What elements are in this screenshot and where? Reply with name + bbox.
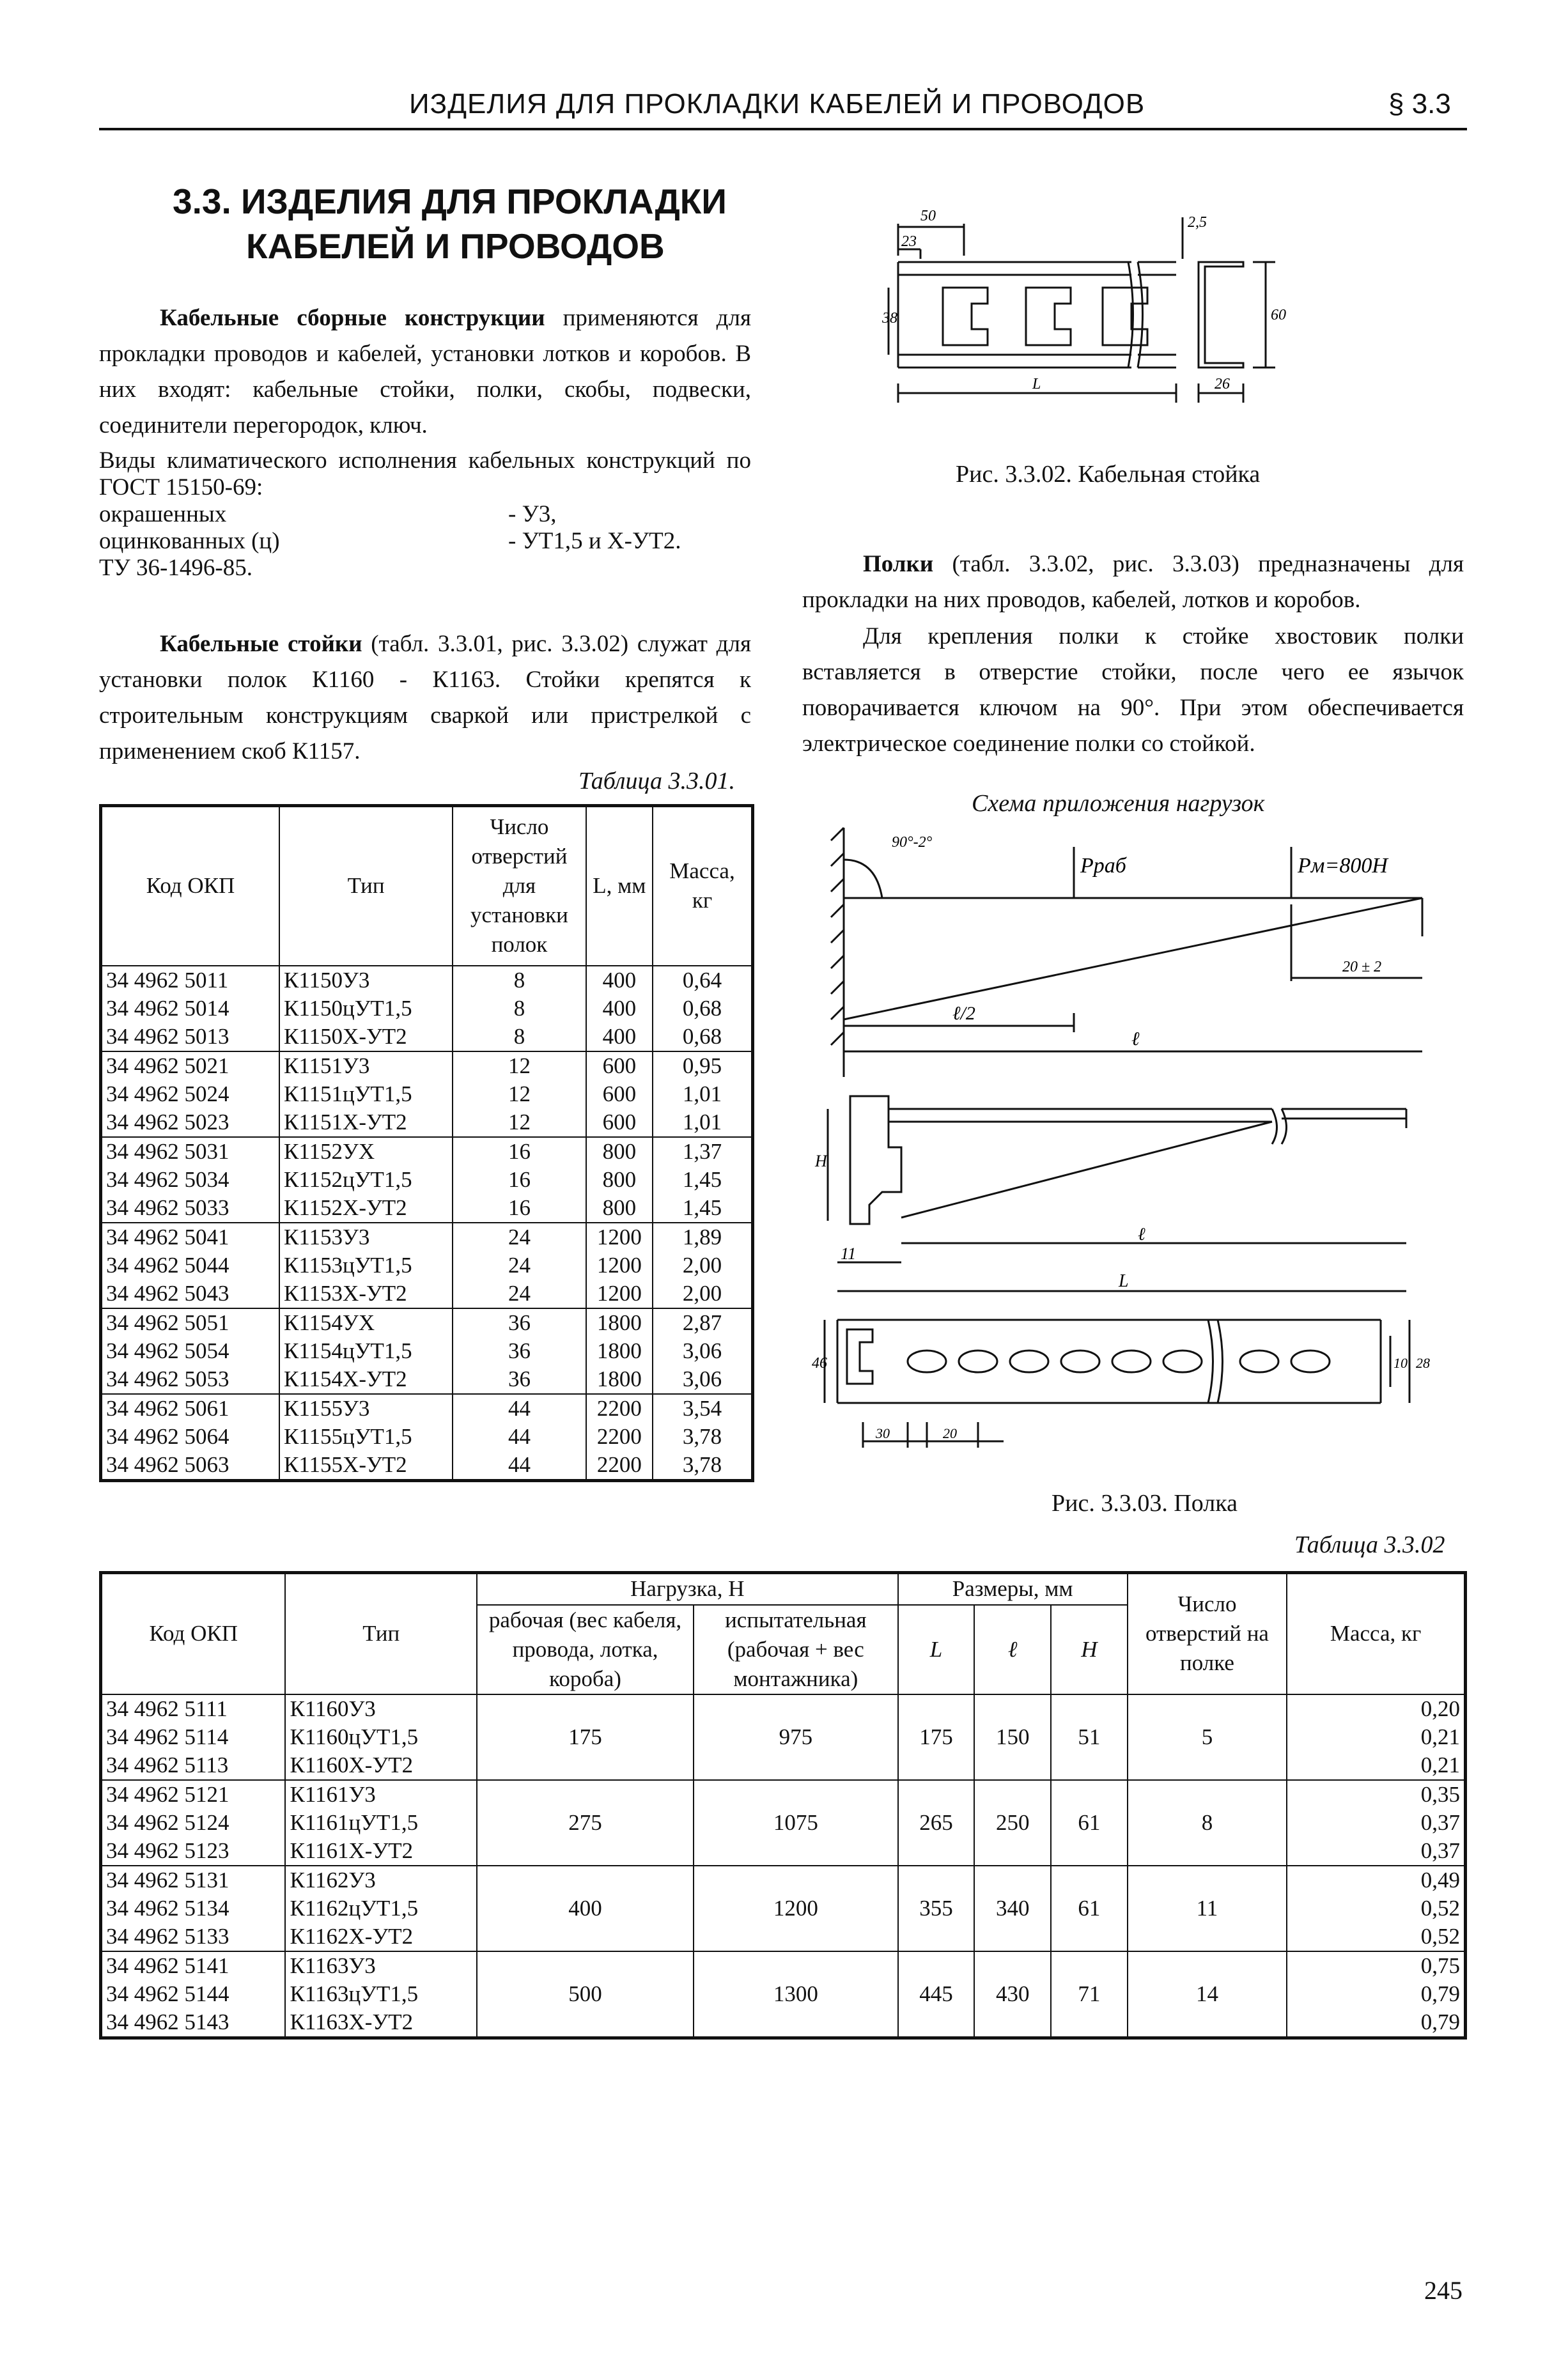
cell-line: 0,64: [682, 967, 722, 993]
stands-text: (табл. 3.3.01, рис. 3.3.02) служат для установки полок К1160 - К1163. Стойки крепятся к строительным конструкциям сваркой или пристрелкой с применением скоб К1157.: [99, 631, 751, 764]
table-row: [101, 1951, 1466, 2038]
dim-26: 26: [1215, 376, 1230, 392]
table-row: [101, 1308, 753, 1394]
table-cell: [653, 1223, 752, 1308]
zinc-value: - УТ1,5 и Х-УТ2.: [508, 528, 681, 554]
cell-line: К1150Х-УТ2: [284, 1023, 407, 1049]
cell-line: 0,95: [682, 1053, 722, 1078]
t1-header-type: Тип: [279, 806, 453, 966]
cell-line: К1152Х-УТ2: [284, 1195, 407, 1220]
cell-line: К1154цУТ1,5: [284, 1338, 412, 1363]
table-cell: [586, 1051, 653, 1137]
cell-line: 0,35: [1420, 1781, 1460, 1807]
table-cell: [586, 1223, 653, 1308]
cell-line: К1161Х-УТ2: [290, 1838, 414, 1863]
table-cell: [453, 1223, 586, 1308]
cell-line: 24: [508, 1280, 531, 1306]
table-cell: [101, 1051, 280, 1137]
cell-line: 12: [508, 1081, 531, 1106]
cell-line: 3,06: [682, 1338, 722, 1363]
cell-line: 34 4962 5031: [106, 1138, 229, 1164]
table-cell-codes: [101, 1694, 286, 1780]
cell-line: К1161цУТ1,5: [290, 1809, 419, 1835]
p-work-label: Pраб: [1080, 854, 1126, 878]
cell-line: 800: [602, 1166, 637, 1192]
t1-header-holes: Число отверстий для установки полок: [453, 806, 586, 966]
cell-line: К1162цУТ1,5: [290, 1895, 419, 1921]
cell-line: 36: [508, 1338, 531, 1363]
cell-line: К1151цУТ1,5: [284, 1081, 412, 1106]
table-cell-l: 150: [974, 1694, 1051, 1780]
table-cell-test: 975: [694, 1694, 898, 1780]
cell-line: 1,89: [682, 1224, 722, 1250]
table-cell-test: 1200: [694, 1866, 898, 1951]
cell-line: 44: [508, 1423, 531, 1449]
t2-header-test: испытательная (рабочая + вес монтажника): [694, 1605, 898, 1694]
cell-line: 34 4962 5131: [106, 1867, 229, 1893]
cell-line: 1,45: [682, 1166, 722, 1192]
load-scheme-diagram: [812, 821, 1451, 1077]
table-row: [101, 1694, 1466, 1780]
dim-38: 38: [882, 310, 897, 327]
cell-line: 0,68: [682, 1023, 722, 1049]
cell-line: 1800: [596, 1366, 642, 1391]
cell-line: К1163Х-УТ2: [290, 2009, 414, 2034]
table-cell: [586, 1308, 653, 1394]
table-cell: [653, 1051, 752, 1137]
table-cell-types: [285, 1694, 477, 1780]
cell-line: 24: [508, 1224, 531, 1250]
cell-line: 0,21: [1420, 1752, 1460, 1777]
cell-line: 800: [602, 1195, 637, 1220]
section-heading: [173, 179, 727, 268]
t2-header-code: Код ОКП: [101, 1573, 286, 1694]
dim-H: H: [815, 1152, 827, 1170]
cell-line: 2200: [596, 1395, 642, 1421]
cell-line: 1200: [596, 1280, 642, 1306]
cell-line: 3,54: [682, 1395, 722, 1421]
cell-line: 34 4962 5033: [106, 1195, 229, 1220]
cell-line: К1153цУТ1,5: [284, 1252, 412, 1278]
table-row: [101, 1394, 753, 1481]
cell-line: К1154Х-УТ2: [284, 1366, 407, 1391]
figure-cable-stand: [882, 185, 1445, 454]
cell-line: 8: [513, 995, 525, 1021]
cell-line: 34 4962 5143: [106, 2009, 229, 2034]
running-header-section: § 3.3: [1388, 88, 1451, 120]
table-cell-H: 61: [1051, 1866, 1128, 1951]
table-cell-test: 1300: [694, 1951, 898, 2038]
table-cell-holes: 11: [1128, 1866, 1287, 1951]
table-cell-test: 1075: [694, 1780, 898, 1866]
cell-line: 0,21: [1420, 1724, 1460, 1749]
dim-28: 28: [1416, 1355, 1430, 1371]
cell-line: К1155Х-УТ2: [284, 1452, 407, 1477]
dim-2-5: 2,5: [1188, 214, 1207, 231]
cell-line: 34 4962 5064: [106, 1423, 229, 1449]
cell-line: 12: [508, 1109, 531, 1134]
cell-line: К1153Х-УТ2: [284, 1280, 407, 1306]
cell-line: 0,37: [1420, 1809, 1460, 1835]
dim-l-shelf: ℓ: [1138, 1225, 1145, 1244]
cell-line: 34 4962 5044: [106, 1252, 229, 1278]
cell-line: 34 4962 5011: [106, 967, 229, 993]
table-cell-work: 400: [477, 1866, 694, 1951]
table-cell: [453, 1137, 586, 1223]
cell-line: К1161У3: [290, 1781, 376, 1807]
table-cell-codes: [101, 1866, 286, 1951]
table-cell-types: [285, 1866, 477, 1951]
table-cell-mass: [1287, 1866, 1465, 1951]
cell-line: К1162Х-УТ2: [290, 1923, 414, 1949]
intro-text: применяются для прокладки проводов и кабелей, установки лотков и коробов. В них входят: кабельные стойки, полки, скобы, подвески, соединители перегородок, ключ.: [99, 305, 751, 438]
offset-label: 20 ± 2: [1342, 959, 1382, 975]
intro-paragraph: [99, 300, 751, 444]
shelves-paragraph: [802, 546, 1464, 618]
dim-46: 46: [812, 1355, 827, 1372]
dim-10: 10: [1393, 1355, 1408, 1371]
cell-line: К1154УХ: [284, 1310, 375, 1335]
cell-line: 1200: [596, 1224, 642, 1250]
cell-line: 34 4962 5051: [106, 1310, 229, 1335]
fig302-caption: Рис. 3.3.02. Кабельная стойка: [956, 461, 1261, 488]
cell-line: 400: [602, 1023, 637, 1049]
cell-line: К1151Х-УТ2: [284, 1109, 407, 1134]
table-cell: [279, 1137, 453, 1223]
cell-line: 44: [508, 1452, 531, 1477]
table-3-3-02: [99, 1571, 1467, 2040]
cell-line: 34 4962 5144: [106, 1981, 229, 2006]
table-cell-work: 275: [477, 1780, 694, 1866]
cell-line: 34 4962 5123: [106, 1838, 229, 1863]
table-cell-types: [285, 1951, 477, 2038]
cell-line: К1160Х-УТ2: [290, 1752, 414, 1777]
table-cell-l: 250: [974, 1780, 1051, 1866]
cell-line: 600: [602, 1081, 637, 1106]
dim-11: 11: [841, 1244, 857, 1263]
table-cell-codes: [101, 1780, 286, 1866]
cell-line: 1800: [596, 1310, 642, 1335]
table-row: [101, 1051, 753, 1137]
t2-header-L: L: [898, 1605, 975, 1694]
figure-shelf: [812, 1083, 1451, 1467]
table-3-3-01: [99, 804, 754, 1482]
cell-line: 34 4962 5114: [106, 1724, 229, 1749]
t2-header-holes: Число отверстий на полке: [1128, 1573, 1287, 1694]
cell-line: К1152УХ: [284, 1138, 375, 1164]
table-row: [101, 1866, 1466, 1951]
table-cell: [653, 1308, 752, 1394]
header-rule: [99, 128, 1467, 130]
cell-line: 34 4962 5014: [106, 995, 229, 1021]
cell-line: 3,06: [682, 1366, 722, 1391]
cell-line: 0,37: [1420, 1838, 1460, 1863]
t2-header-mass: Масса, кг: [1287, 1573, 1465, 1694]
cell-line: 0,75: [1420, 1953, 1460, 1978]
cell-line: К1150У3: [284, 967, 370, 993]
t1-header-mass: Масса, кг: [653, 806, 752, 966]
t2-header-load: Нагрузка, Н: [477, 1573, 898, 1605]
table-cell: [101, 1137, 280, 1223]
cell-line: К1155У3: [284, 1395, 370, 1421]
cell-line: 34 4962 5013: [106, 1023, 229, 1049]
table-cell: [101, 966, 280, 1051]
cell-line: 34 4962 5034: [106, 1166, 229, 1192]
cell-line: 36: [508, 1310, 531, 1335]
intro-bold: Кабельные сборные конструкции: [160, 305, 545, 331]
cell-line: 34 4962 5113: [106, 1752, 229, 1777]
running-header-title: ИЗДЕЛИЯ ДЛЯ ПРОКЛАДКИ КАБЕЛЕЙ И ПРОВОДОВ: [409, 88, 1145, 120]
table-row: [101, 966, 753, 1051]
cell-line: 2,87: [682, 1310, 722, 1335]
cell-line: 1,01: [682, 1081, 722, 1106]
t2-header-H: H: [1051, 1605, 1128, 1694]
table-cell: [453, 966, 586, 1051]
half-l-label: ℓ/2: [952, 1003, 975, 1024]
cell-line: 1,45: [682, 1195, 722, 1220]
cell-line: 1800: [596, 1338, 642, 1363]
table-row: [101, 1223, 753, 1308]
cell-line: 34 4962 5124: [106, 1809, 229, 1835]
t2-header-work: рабочая (вес кабеля, провода, лотка, короба): [477, 1605, 694, 1694]
cell-line: 1,37: [682, 1138, 722, 1164]
cell-line: К1153У3: [284, 1224, 370, 1250]
table-cell-H: 51: [1051, 1694, 1128, 1780]
cell-line: 0,79: [1420, 2009, 1460, 2034]
cell-line: 3,78: [682, 1452, 722, 1477]
table-cell: [586, 1137, 653, 1223]
table-row: [101, 1780, 1466, 1866]
tu-text: ТУ 36-1496-85.: [99, 555, 252, 581]
table-cell-H: 61: [1051, 1780, 1128, 1866]
cell-line: 12: [508, 1053, 531, 1078]
page-number: 245: [1424, 2276, 1463, 2305]
cell-line: 34 4962 5024: [106, 1081, 229, 1106]
cell-line: 34 4962 5141: [106, 1953, 229, 1978]
cell-line: 34 4962 5121: [106, 1781, 229, 1807]
table-cell-L: 175: [898, 1694, 975, 1780]
section-heading-line1: 3.3. ИЗДЕЛИЯ ДЛЯ ПРОКЛАДКИ: [173, 182, 727, 221]
shelves-paragraph-2: Для крепления полки к стойке хвостовик полки вставляется в отверстие стойки, после чего ее язычок поворачивается ключом на 90°. При этом обеспечивается электрическое соединение полки со стойкой.: [802, 623, 1464, 757]
cell-line: 0,20: [1420, 1696, 1460, 1721]
table-cell-work: 500: [477, 1951, 694, 2038]
climate-block: [99, 447, 751, 582]
table-cell: [453, 1051, 586, 1137]
cell-line: 34 4962 5053: [106, 1366, 229, 1391]
dim-50: 50: [920, 208, 936, 224]
shelves-text: (табл. 3.3.02, рис. 3.3.03) предназначены для прокладки на них проводов, кабелей, лотков и коробов.: [802, 551, 1464, 613]
table-cell-mass: [1287, 1780, 1465, 1866]
t2-header-l: ℓ: [974, 1605, 1051, 1694]
table-cell: [279, 1051, 453, 1137]
table-cell-L: 265: [898, 1780, 975, 1866]
cell-line: 34 4962 5061: [106, 1395, 229, 1421]
t1-header-length: L, мм: [586, 806, 653, 966]
cell-line: 400: [602, 967, 637, 993]
cell-line: 600: [602, 1053, 637, 1078]
cell-line: 3,78: [682, 1423, 722, 1449]
table-cell-holes: 14: [1128, 1951, 1287, 2038]
cell-line: 0,52: [1420, 1895, 1460, 1921]
table-cell: [279, 1394, 453, 1481]
cell-line: 16: [508, 1138, 531, 1164]
table-cell: [453, 1308, 586, 1394]
p-m-label: Pм=800Н: [1298, 854, 1388, 878]
fig303-caption: Рис. 3.3.03. Полка: [1052, 1490, 1238, 1517]
climate-text: Виды климатического исполнения кабельных конструкций по ГОСТ 15150-69:: [99, 447, 751, 500]
dim-23: 23: [901, 233, 917, 250]
cell-line: 1,01: [682, 1109, 722, 1134]
zinc-label: оцинкованных (ц): [99, 528, 280, 554]
table-cell: [101, 1308, 280, 1394]
table-cell: [279, 1308, 453, 1394]
t2-header-sizes: Размеры, мм: [898, 1573, 1128, 1605]
table-cell-l: 430: [974, 1951, 1051, 2038]
table-cell: [653, 1137, 752, 1223]
cell-line: 34 4962 5054: [106, 1338, 229, 1363]
cell-line: 8: [513, 1023, 525, 1049]
table-row: [101, 1137, 753, 1223]
table-cell: [453, 1394, 586, 1481]
stands-bold: Кабельные стойки: [160, 631, 362, 657]
table2-caption: Таблица 3.3.02: [1294, 1531, 1445, 1558]
cell-line: 36: [508, 1366, 531, 1391]
t1-header-code: Код ОКП: [101, 806, 280, 966]
cell-line: 34 4962 5043: [106, 1280, 229, 1306]
cell-line: К1160цУТ1,5: [290, 1724, 419, 1749]
table-cell: [101, 1394, 280, 1481]
cell-line: К1163цУТ1,5: [290, 1981, 419, 2006]
cell-line: К1162У3: [290, 1867, 376, 1893]
cell-line: К1150цУТ1,5: [284, 995, 412, 1021]
table-cell: [586, 1394, 653, 1481]
shelves-bold: Полки: [863, 551, 934, 577]
cell-line: 24: [508, 1252, 531, 1278]
table-cell-codes: [101, 1951, 286, 2038]
table-cell-L: 445: [898, 1951, 975, 2038]
cell-line: 34 4962 5063: [106, 1452, 229, 1477]
cell-line: 2200: [596, 1423, 642, 1449]
dim-L-shelf: L: [1119, 1271, 1129, 1291]
cell-line: 2200: [596, 1452, 642, 1477]
cell-line: 0,49: [1420, 1867, 1460, 1893]
cell-line: 16: [508, 1166, 531, 1192]
cell-line: 34 4962 5133: [106, 1923, 229, 1949]
table-cell-work: 175: [477, 1694, 694, 1780]
cell-line: К1155цУТ1,5: [284, 1423, 412, 1449]
cell-line: К1152цУТ1,5: [284, 1166, 412, 1192]
cell-line: К1160У3: [290, 1696, 376, 1721]
cell-line: К1163У3: [290, 1953, 376, 1978]
dim-20: 20: [943, 1425, 957, 1441]
load-scheme-title: Схема приложения нагрузок: [972, 790, 1265, 817]
table-cell: [279, 966, 453, 1051]
cell-line: 8: [513, 967, 525, 993]
dim-30: 30: [876, 1425, 890, 1441]
table-cell-types: [285, 1780, 477, 1866]
painted-label: окрашенных: [99, 501, 227, 527]
table-cell-mass: [1287, 1951, 1465, 2038]
painted-value: - У3,: [508, 501, 557, 527]
table-cell-mass: [1287, 1694, 1465, 1780]
cell-line: 34 4962 5041: [106, 1224, 229, 1250]
table-cell-H: 71: [1051, 1951, 1128, 2038]
cell-line: 600: [602, 1109, 637, 1134]
table-cell: [101, 1223, 280, 1308]
dim-60: 60: [1271, 307, 1286, 323]
cell-line: К1151У3: [284, 1053, 370, 1078]
t2-header-type: Тип: [285, 1573, 477, 1694]
cell-line: 34 4962 5021: [106, 1053, 229, 1078]
cell-line: 0,79: [1420, 1981, 1460, 2006]
cell-line: 34 4962 5134: [106, 1895, 229, 1921]
cell-line: 2,00: [682, 1280, 722, 1306]
table1-caption: Таблица 3.3.01.: [578, 768, 735, 794]
table-cell: [653, 966, 752, 1051]
table-cell: [653, 1394, 752, 1481]
cell-line: 0,52: [1420, 1923, 1460, 1949]
table-cell-L: 355: [898, 1866, 975, 1951]
cell-line: 44: [508, 1395, 531, 1421]
cell-line: 0,68: [682, 995, 722, 1021]
table-cell: [279, 1223, 453, 1308]
stands-paragraph: [99, 626, 751, 770]
cell-line: 1200: [596, 1252, 642, 1278]
angle-label: 90°-2°: [892, 834, 933, 851]
table-cell: [586, 966, 653, 1051]
section-heading-line2: КАБЕЛЕЙ И ПРОВОДОВ: [246, 226, 665, 266]
cell-line: 2,00: [682, 1252, 722, 1278]
dim-L: L: [1032, 376, 1041, 392]
cell-line: 400: [602, 995, 637, 1021]
cell-line: 34 4962 5111: [106, 1696, 228, 1721]
table-cell-l: 340: [974, 1866, 1051, 1951]
table-cell-holes: 5: [1128, 1694, 1287, 1780]
l-label: ℓ: [1131, 1028, 1140, 1049]
cell-line: 16: [508, 1195, 531, 1220]
cell-line: 34 4962 5023: [106, 1109, 229, 1134]
cell-line: 800: [602, 1138, 637, 1164]
table-cell-holes: 8: [1128, 1780, 1287, 1866]
